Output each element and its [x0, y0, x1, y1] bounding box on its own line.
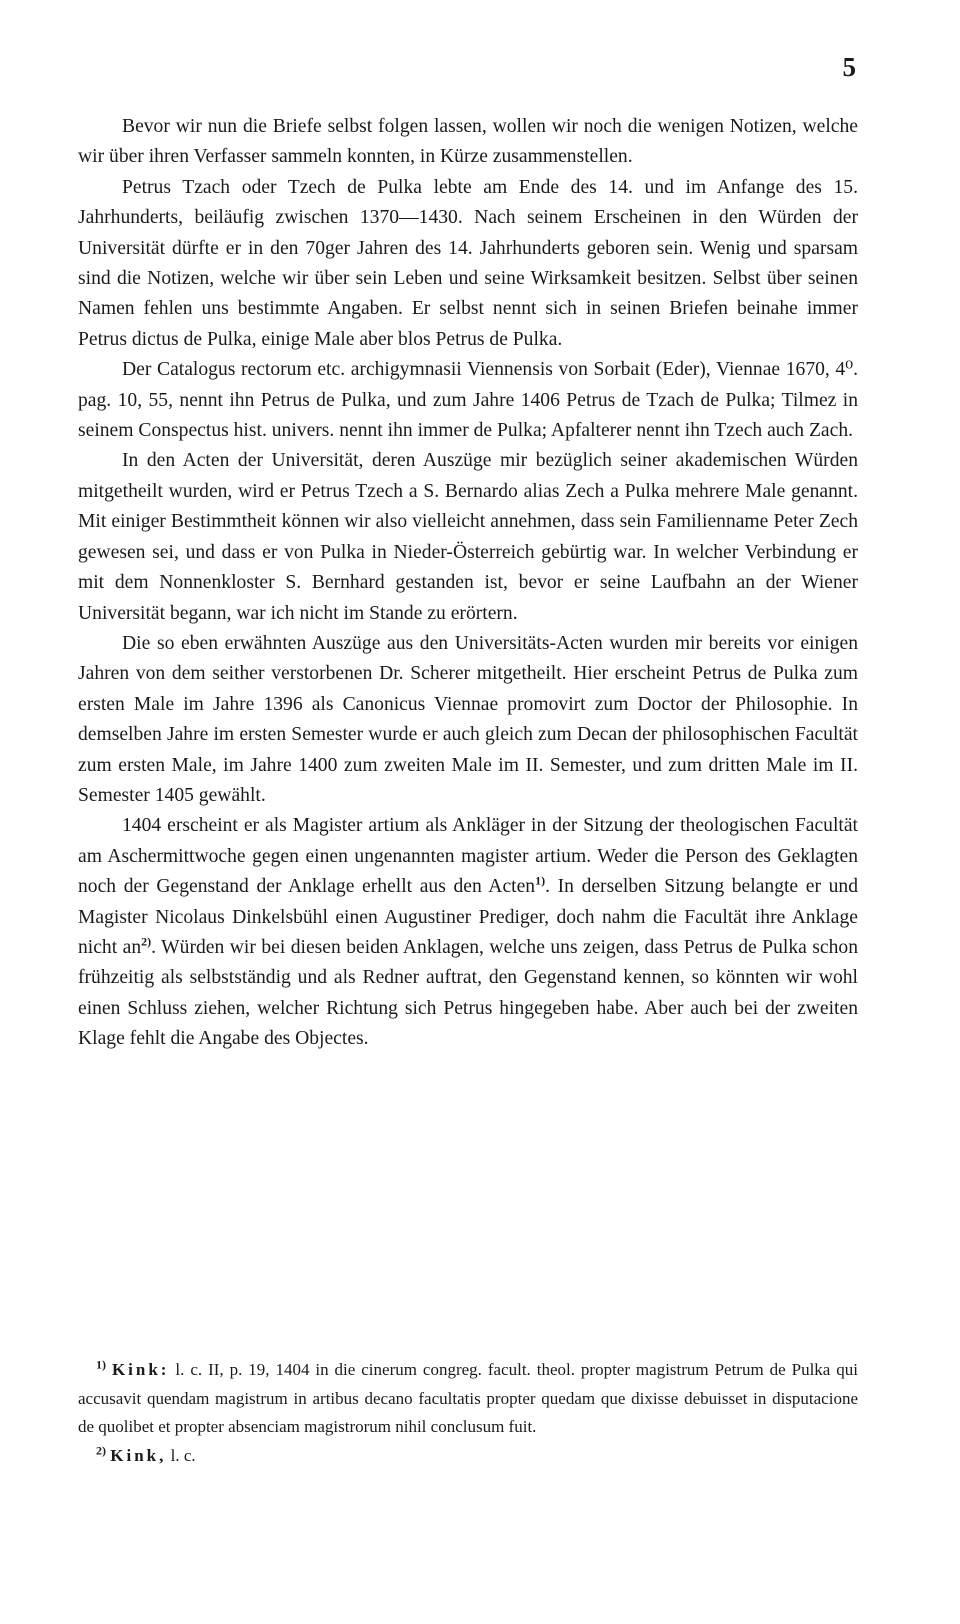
footnote-1: [78, 1356, 858, 1442]
footnote-2-author: Kink,: [110, 1445, 167, 1465]
page-number: 5: [842, 52, 856, 82]
paragraph-6-part-2: . In derselben Sitzung belangte er und Magister Nicolaus Dinkelsbühl einen Augustiner Prediger, doch nahm die Facultät ihre Anklage nicht an: [78, 876, 858, 958]
footnote-1-text: l. c. II, p. 19, 1404 in die cinerum congreg. facult. theol. propter magistrum Petrum de Pulka qui accusavit quendam magistrum in artibus decano facultatis propter quedam que dixisse debuisset in disputacione de quolibet et propter absenciam magistrorum nihil conclusum fuit.: [78, 1360, 859, 1436]
paragraph-6-part-1: 1404 erscheint er als Magister artium als Ankläger in der Sitzung der theologischen Facultät am Aschermittwoche gegen einen ungenannten magister artium. Weder die Person des Geklagten noch der Gegenstand der Anklage erhellt aus den Acten: [78, 815, 858, 898]
footnotes: [78, 1356, 858, 1470]
paragraph-3: Der Catalogus rectorum etc. archigymnasii Viennensis von Sorbait (Eder), Viennae 1670, 4⁰. pag. 10, 55, nennt ihn Petrus de Pulka, und zum Jahre 1406 Petrus de Tzach de Pulka; Tilmez in seinem Conspectus hist. univers. nennt ihn immer de Pulka; Apfalterer nennt ihn Tzech auch Zach.: [78, 359, 858, 442]
footnote-2: [78, 1442, 858, 1471]
footnote-1-mark: 1): [96, 1357, 106, 1372]
paragraph-6: [78, 811, 858, 1054]
paragraph-1: Bevor wir nun die Briefe selbst folgen lassen, wollen wir noch die wenigen Notizen, welche wir über ihren Verfasser sammeln konnten, in Kürze zusammenstellen.: [78, 116, 858, 168]
body-text: [78, 112, 858, 1055]
footnote-2-text: l. c.: [166, 1445, 196, 1465]
paragraph-6-part-3: . Würden wir bei diesen beiden Anklagen, welche uns zeigen, dass Petrus de Pulka schon frühzeitig als selbstständig und als Redner auftrat, den Gegenstand kennen, so könnten wir wohl einen Schluss ziehen, welcher Richtung sich Petrus hingegeben habe. Aber auch bei der zweiten Klage fehlt die Angabe des Objectes.: [78, 936, 858, 1050]
paragraph-2: Petrus Tzach oder Tzech de Pulka lebte am Ende des 14. und im Anfange des 15. Jahrhunderts, beiläufig zwischen 1370—1430. Nach seinem Erscheinen in den Würden der Universität dürfte er in den 70ger Jahren des 14. Jahrhunderts geboren sein. Wenig und sparsam sind die Notizen, welche wir über sein Leben und seine Wirksamkeit besitzen. Selbst über seinen Namen fehlen uns bestimmte Angaben. Er selbst nennt sich in seinen Briefen beinahe immer Petrus dictus de Pulka, einige Male aber blos Petrus de Pulka.: [78, 176, 858, 350]
footnote-ref-1: 1): [535, 873, 546, 888]
footnote-ref-2: 2): [141, 934, 152, 949]
footnote-2-mark: 2): [96, 1442, 106, 1457]
paragraph-5: Die so eben erwähnten Auszüge aus den Universitäts-Acten wurden mir bereits vor einigen Jahren von dem seither verstorbenen Dr. Scherer mitgetheilt. Hier erscheint Petrus de Pulka zum ersten Male im Jahre 1396 als Canonicus Viennae promovirt zum Doctor der Philosophie. In demselben Jahre im ersten Semester wurde er auch gleich zum Decan der philosophischen Facultät zum ersten Male, im Jahre 1400 zum zweiten Male im II. Semester, und zum dritten Male im II. Semester 1405 gewählt.: [78, 632, 858, 806]
footnote-1-author: Kink:: [111, 1360, 170, 1379]
paragraph-4: In den Acten der Universität, deren Auszüge mir bezüglich seiner akademischen Würden mitgetheilt wurden, wird er Petrus Tzech a S. Bernardo alias Zech a Pulka mehrere Male genannt. Mit einiger Bestimmtheit können wir also vielleicht annehmen, dass sein Familienname Peter Zech gewesen sei, und dass er von Pulka in Nieder-Österreich gebürtig war. In welcher Verbindung er mit dem Nonnenkloster S. Bernhard gestanden ist, bevor er seine Laufbahn an der Wiener Universität begann, war ich nicht im Stande zu erörtern.: [78, 450, 858, 624]
